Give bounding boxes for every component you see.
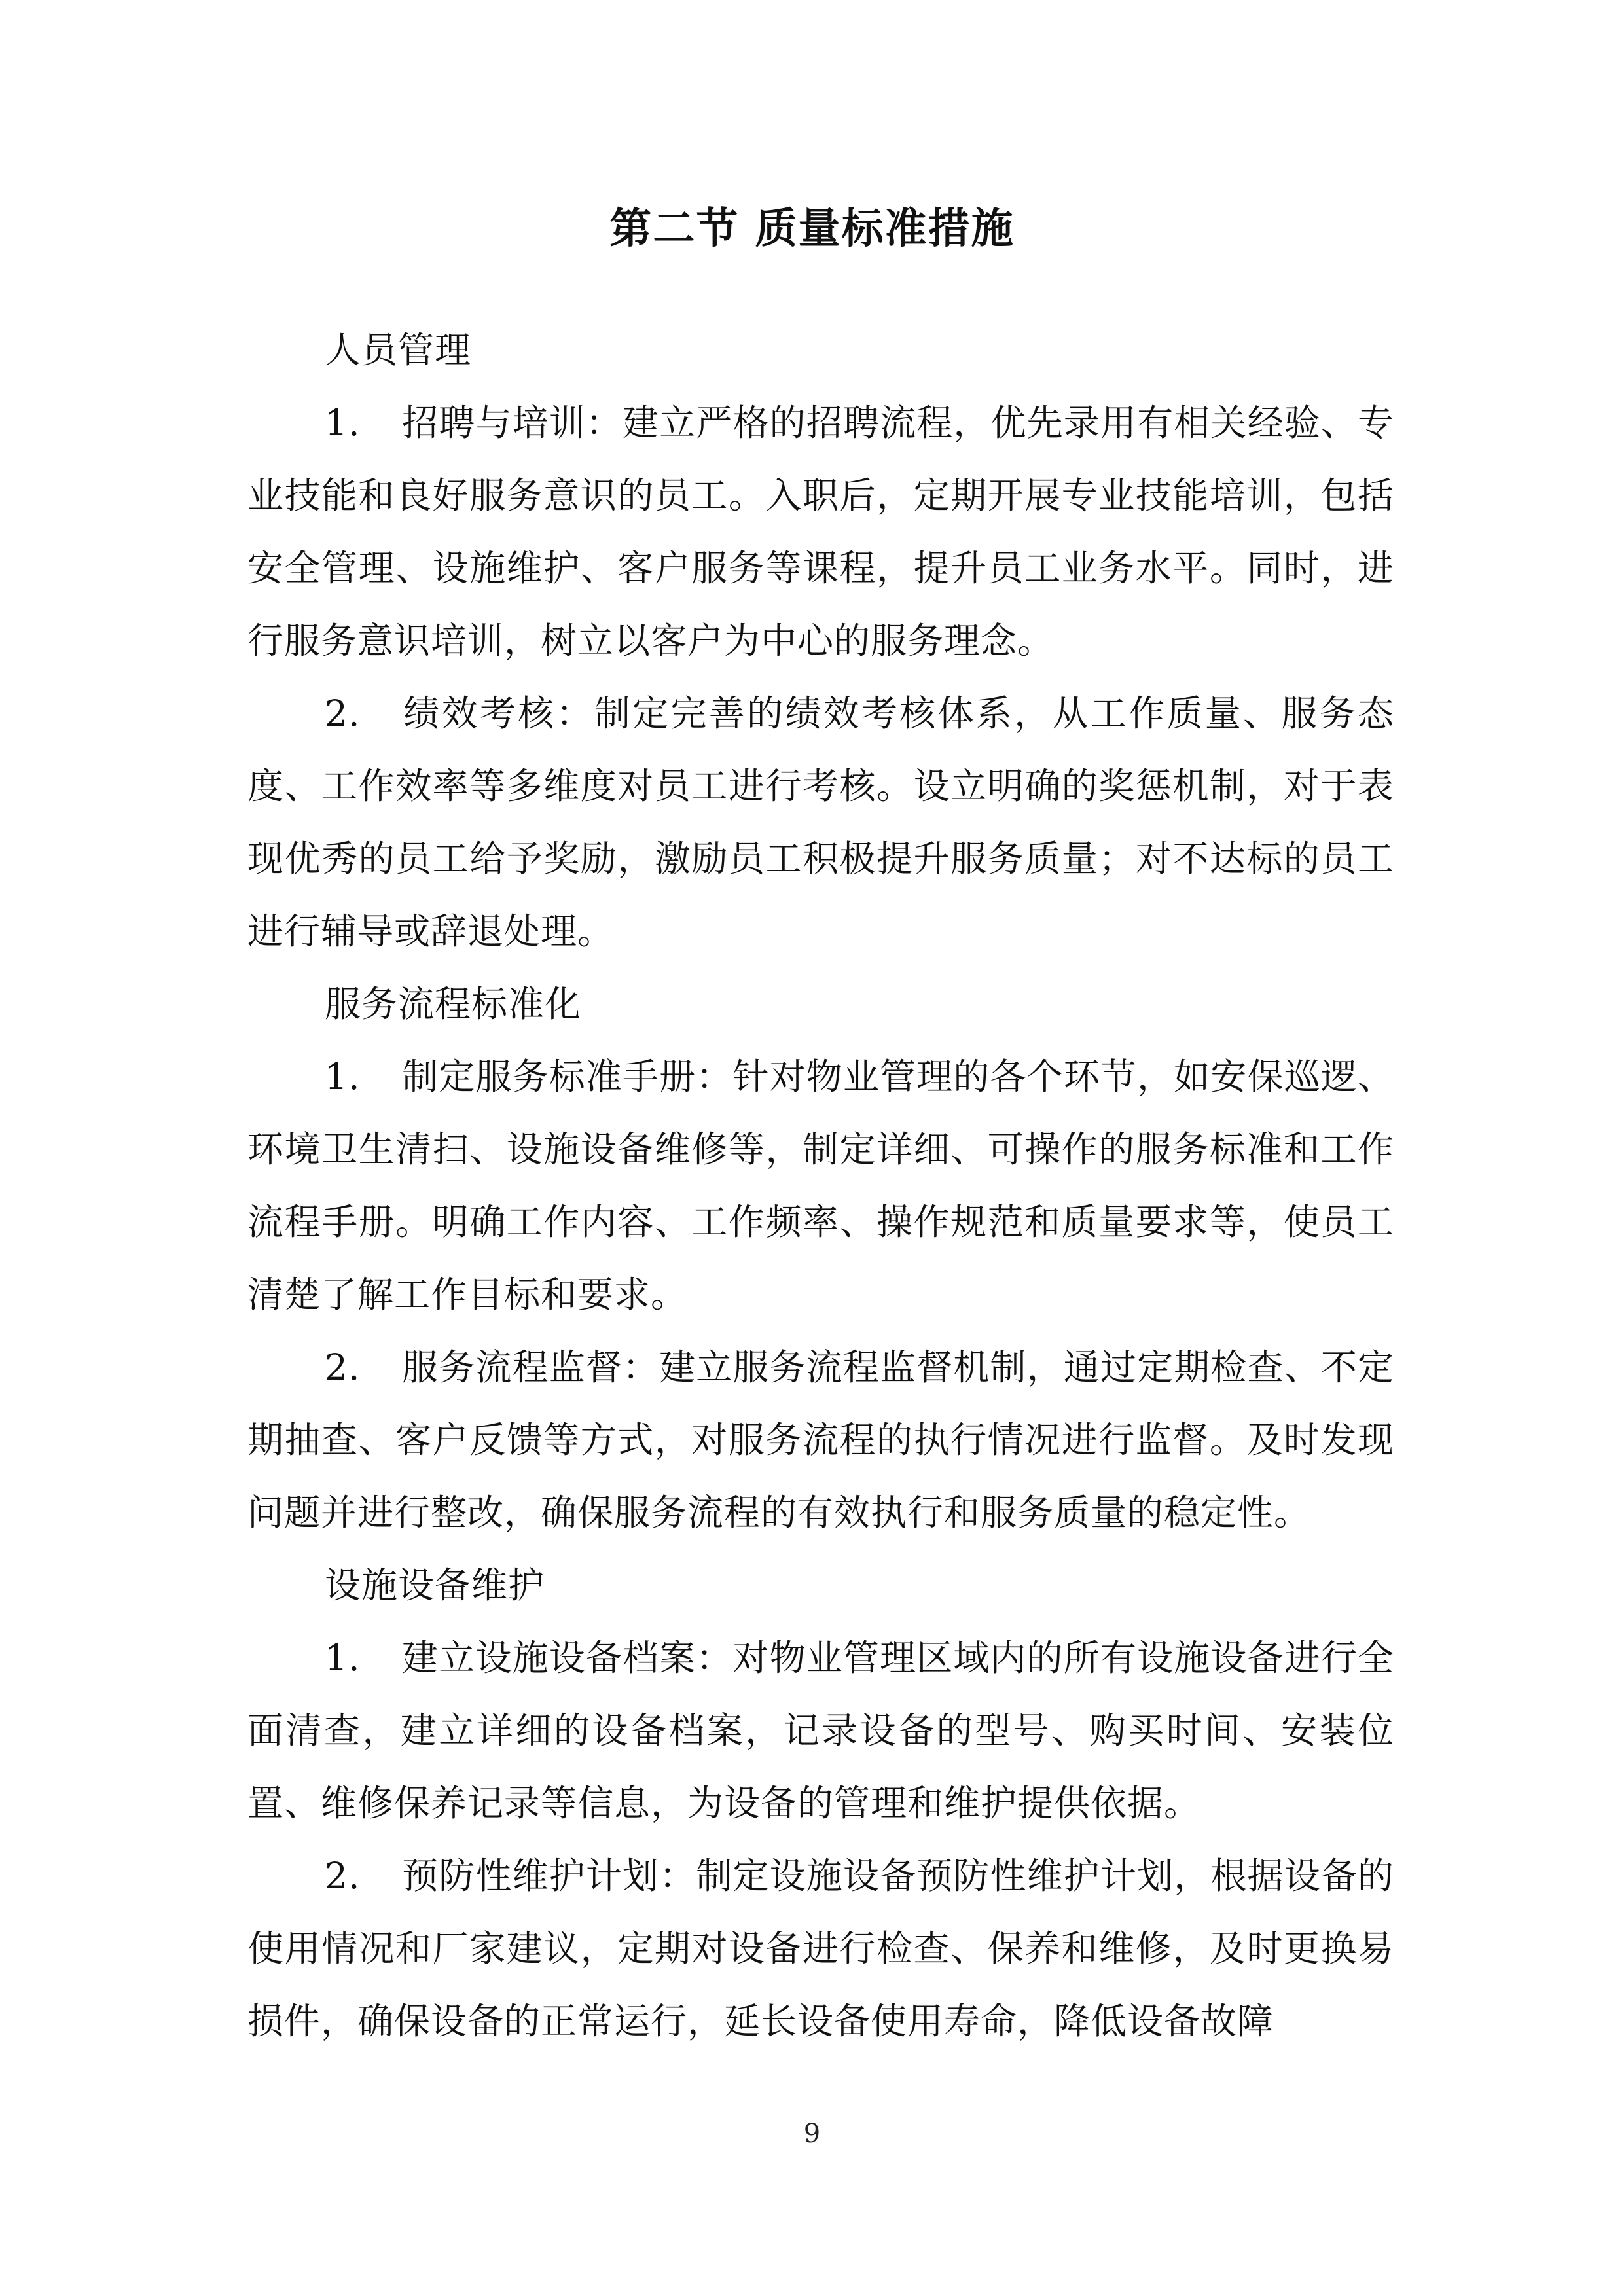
section-title: 第二节 质量标准措施	[609, 204, 1015, 253]
paragraph-performance	[247, 677, 1394, 968]
paragraph-text: 建立设施设备档案：对物业管理区域内的所有设施设备进行全面清查，建立详细的设备档案，记录设备的型号、购买时间、安装位置、维修保养记录等信息，为设备的管理和维护提供依据。	[247, 1637, 1394, 1824]
paragraph-text: 预防性维护计划：制定设施设备预防性维护计划，根据设备的使用情况和厂家建议，定期对设备进行检查、保养和维修，及时更换易损件，确保设备的正常运行，延长设备使用寿命，降低设备故障	[247, 1855, 1394, 2042]
item-number: 1.	[325, 402, 361, 444]
item-number: 1.	[325, 1056, 361, 1098]
paragraph-text: 招聘与培训：建立严格的招聘流程，优先录用有相关经验、专业技能和良好服务意识的员工。入职后，定期开展专业技能培训，包括安全管理、设施维护、客户服务等课程，提升员工业务水平。同时，进行服务意识培训，树立以客户为中心的服务理念。	[247, 402, 1394, 662]
item-number: 2.	[325, 1855, 361, 1897]
paragraph-text: 制定服务标准手册：针对物业管理的各个环节，如安保巡逻、环境卫生清扫、设施设备维修等，制定详细、可操作的服务标准和工作流程手册。明确工作内容、工作频率、操作规范和质量要求等，使员工清楚了解工作目标和要求。	[247, 1056, 1394, 1316]
item-number: 2.	[325, 1346, 361, 1388]
paragraph-standard-manual	[247, 1041, 1394, 1331]
paragraph-equipment-archive	[247, 1622, 1394, 1840]
paragraph-process-supervision	[247, 1331, 1394, 1549]
paragraph-text: 绩效考核：制定完善的绩效考核体系，从工作质量、服务态度、工作效率等多维度对员工进行考核。设立明确的奖惩机制，对于表现优秀的员工给予奖励，激励员工积极提升服务质量；对不达标的员工进行辅导或辞退处理。	[247, 692, 1394, 952]
paragraph-recruitment	[247, 387, 1394, 677]
document-body	[247, 314, 1394, 2058]
paragraph-text: 服务流程监督：建立服务流程监督机制，通过定期检查、不定期抽查、客户反馈等方式，对服务流程的执行情况进行监督。及时发现问题并进行整改，确保服务流程的有效执行和服务质量的稳定性。	[247, 1346, 1394, 1534]
section-heading-facilities: 设施设备维护	[325, 1564, 545, 1606]
item-number: 2.	[325, 692, 361, 734]
section-heading-process: 服务流程标准化	[325, 983, 582, 1025]
paragraph-preventive-maintenance	[247, 1840, 1394, 2058]
item-number: 1.	[325, 1637, 361, 1679]
page-number: 9	[803, 2119, 821, 2149]
section-heading-personnel: 人员管理	[325, 329, 472, 371]
